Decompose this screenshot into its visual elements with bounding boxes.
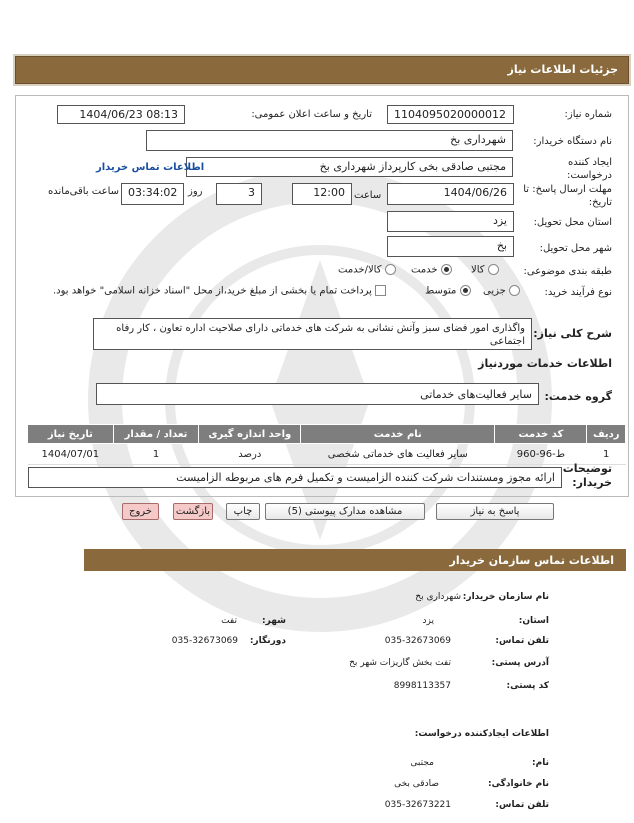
address-value: تفت بخش گاریزات شهر بخ [349, 658, 451, 668]
buyer-notes-label-2: خریدار: [572, 476, 612, 489]
table-row [28, 444, 626, 465]
city-value: تفت [221, 616, 237, 626]
col-header-service-code: کد خدمت [495, 425, 587, 444]
cell-quantity: 1 [113, 444, 199, 465]
col-header-unit: واحد اندازه گیری [199, 425, 301, 444]
creator-name-value: مجتبی [410, 758, 434, 768]
org-value: شهرداری بخ [415, 592, 461, 602]
cell-row-number: 1 [587, 444, 626, 465]
col-header-row-number: ردیف [587, 425, 626, 444]
col-header-need-date: تاریخ نیاز [28, 425, 114, 444]
delivery-city-field[interactable]: بخ [387, 236, 514, 257]
postal-value: 8998113357 [393, 681, 451, 691]
purchase-type-label: نوع فرآیند خرید: [544, 287, 612, 298]
reply-button[interactable]: پاسخ به نیاز [436, 503, 554, 520]
buyer-notes-field[interactable]: ارائه مجوز ومستندات شرکت کننده الزامیست و تکمیل فرم های مربوطه الزامیست [28, 467, 562, 488]
buyer-contact-link[interactable]: اطلاعات تماس خریدار [96, 162, 205, 173]
province-label: استان: [518, 616, 549, 626]
remaining-time-field[interactable]: 03:34:02 [121, 183, 184, 205]
creator-phone-value: 035-32673221 [384, 800, 451, 810]
page-title: جزئیات اطلاعات نیاز [507, 63, 618, 76]
requester-label-1: ایجاد کننده [568, 157, 612, 168]
announce-datetime-label: تاریخ و ساعت اعلان عمومی: [251, 109, 372, 120]
col-header-service-name: نام خدمت [301, 425, 495, 444]
cell-service-name: سایر فعالیت های خدماتی شخصی [301, 444, 495, 465]
remaining-time-label: ساعت باقی‌مانده [48, 186, 120, 197]
creator-family-label: نام خانوادگی: [487, 779, 549, 789]
fax-label: دورنگار: [249, 636, 286, 646]
deadline-label-2: تاریخ: [588, 197, 612, 208]
phone-value: 035-32673069 [384, 636, 451, 646]
category-option-goods[interactable]: کالا [471, 264, 499, 276]
category-label: طبقه بندی موضوعی: [523, 266, 612, 277]
requester-label-2: درخواست: [567, 170, 612, 181]
creator-heading: اطلاعات ایجادکننده درخواست: [414, 729, 549, 739]
attachments-button[interactable]: مشاهده مدارک پیوستی (5) [265, 503, 425, 520]
org-label: نام سازمان خریدار: [462, 592, 549, 602]
buyer-contact-heading: اطلاعات تماس سازمان خریدار [449, 554, 614, 567]
purchase-type-medium[interactable]: متوسط [425, 285, 471, 297]
cell-service-code: ط-96-960 [495, 444, 587, 465]
page-header [15, 56, 629, 84]
deadline-time-label: ساعت [354, 190, 382, 201]
buyer-device-field[interactable]: شهرداری بخ [146, 130, 513, 151]
delivery-province-label: استان محل تحویل: [533, 217, 612, 228]
exit-button[interactable]: خروج [122, 503, 159, 520]
buyer-device-label: نام دستگاه خریدار: [533, 136, 612, 147]
delivery-province-field[interactable]: یزد [387, 211, 514, 232]
address-label: آدرس پستی: [491, 658, 549, 668]
summary-field[interactable]: واگذاری امور فضای سبز وآتش نشانی به شرکت های خدماتی دارای صلاحیت اداره تعاون ، کار رفاه اجتماعی [93, 318, 532, 350]
deadline-date-field[interactable]: 1404/06/26 [387, 183, 514, 205]
fax-value: 035-32673069 [171, 636, 238, 646]
buyer-contact-header [84, 549, 626, 571]
delivery-city-label: شهر محل تحویل: [539, 243, 612, 254]
creator-family-value: صادقی بخی [394, 779, 439, 789]
buyer-notes-label-1: توضیحات [562, 462, 612, 475]
creator-phone-label: تلفن تماس: [495, 800, 549, 810]
col-header-quantity: تعداد / مقدار [113, 425, 199, 444]
table-header-row [28, 425, 626, 444]
need-number-label: شماره نیاز: [564, 109, 612, 120]
back-button[interactable]: بازگشت [173, 503, 213, 520]
province-value: یزد [422, 616, 434, 626]
requester-field[interactable]: مجتبی صادقی بخی کارپرداز شهرداری بخ [186, 157, 513, 177]
services-heading: اطلاعات خدمات موردنیاز [478, 357, 612, 370]
phone-label: تلفن تماس: [495, 636, 549, 646]
days-label: روز [188, 186, 203, 197]
deadline-time-field[interactable]: 12:00 [292, 183, 352, 205]
services-table [27, 424, 626, 465]
treasury-payment-checkbox[interactable]: پرداخت تمام یا بخشی از مبلغ خرید،از محل "اسناد خزانه اسلامی" خواهد بود. [53, 285, 386, 297]
announce-datetime-field[interactable]: 1404/06/23 08:13 [57, 105, 185, 124]
service-group-label: گروه خدمت: [544, 390, 612, 403]
days-field[interactable]: 3 [216, 183, 262, 205]
need-number-field[interactable]: 1104095020000012 [387, 105, 514, 124]
creator-name-label: نام: [532, 758, 549, 768]
deadline-label-1: مهلت ارسال پاسخ: تا [523, 184, 612, 195]
category-option-goods-service[interactable]: کالا/خدمت [338, 264, 396, 276]
purchase-type-small[interactable]: جزیی [483, 285, 520, 297]
postal-label: کد پستی: [506, 681, 549, 691]
service-group-field[interactable]: سایر فعالیت‌های خدماتی [96, 383, 539, 405]
summary-label: شرح کلی نیاز: [533, 327, 612, 340]
cell-need-date: 1404/07/01 [28, 444, 114, 465]
print-button[interactable]: چاپ [226, 503, 260, 520]
city-label: شهر: [262, 616, 286, 626]
cell-unit: درصد [199, 444, 301, 465]
category-option-service[interactable]: خدمت [411, 264, 452, 276]
